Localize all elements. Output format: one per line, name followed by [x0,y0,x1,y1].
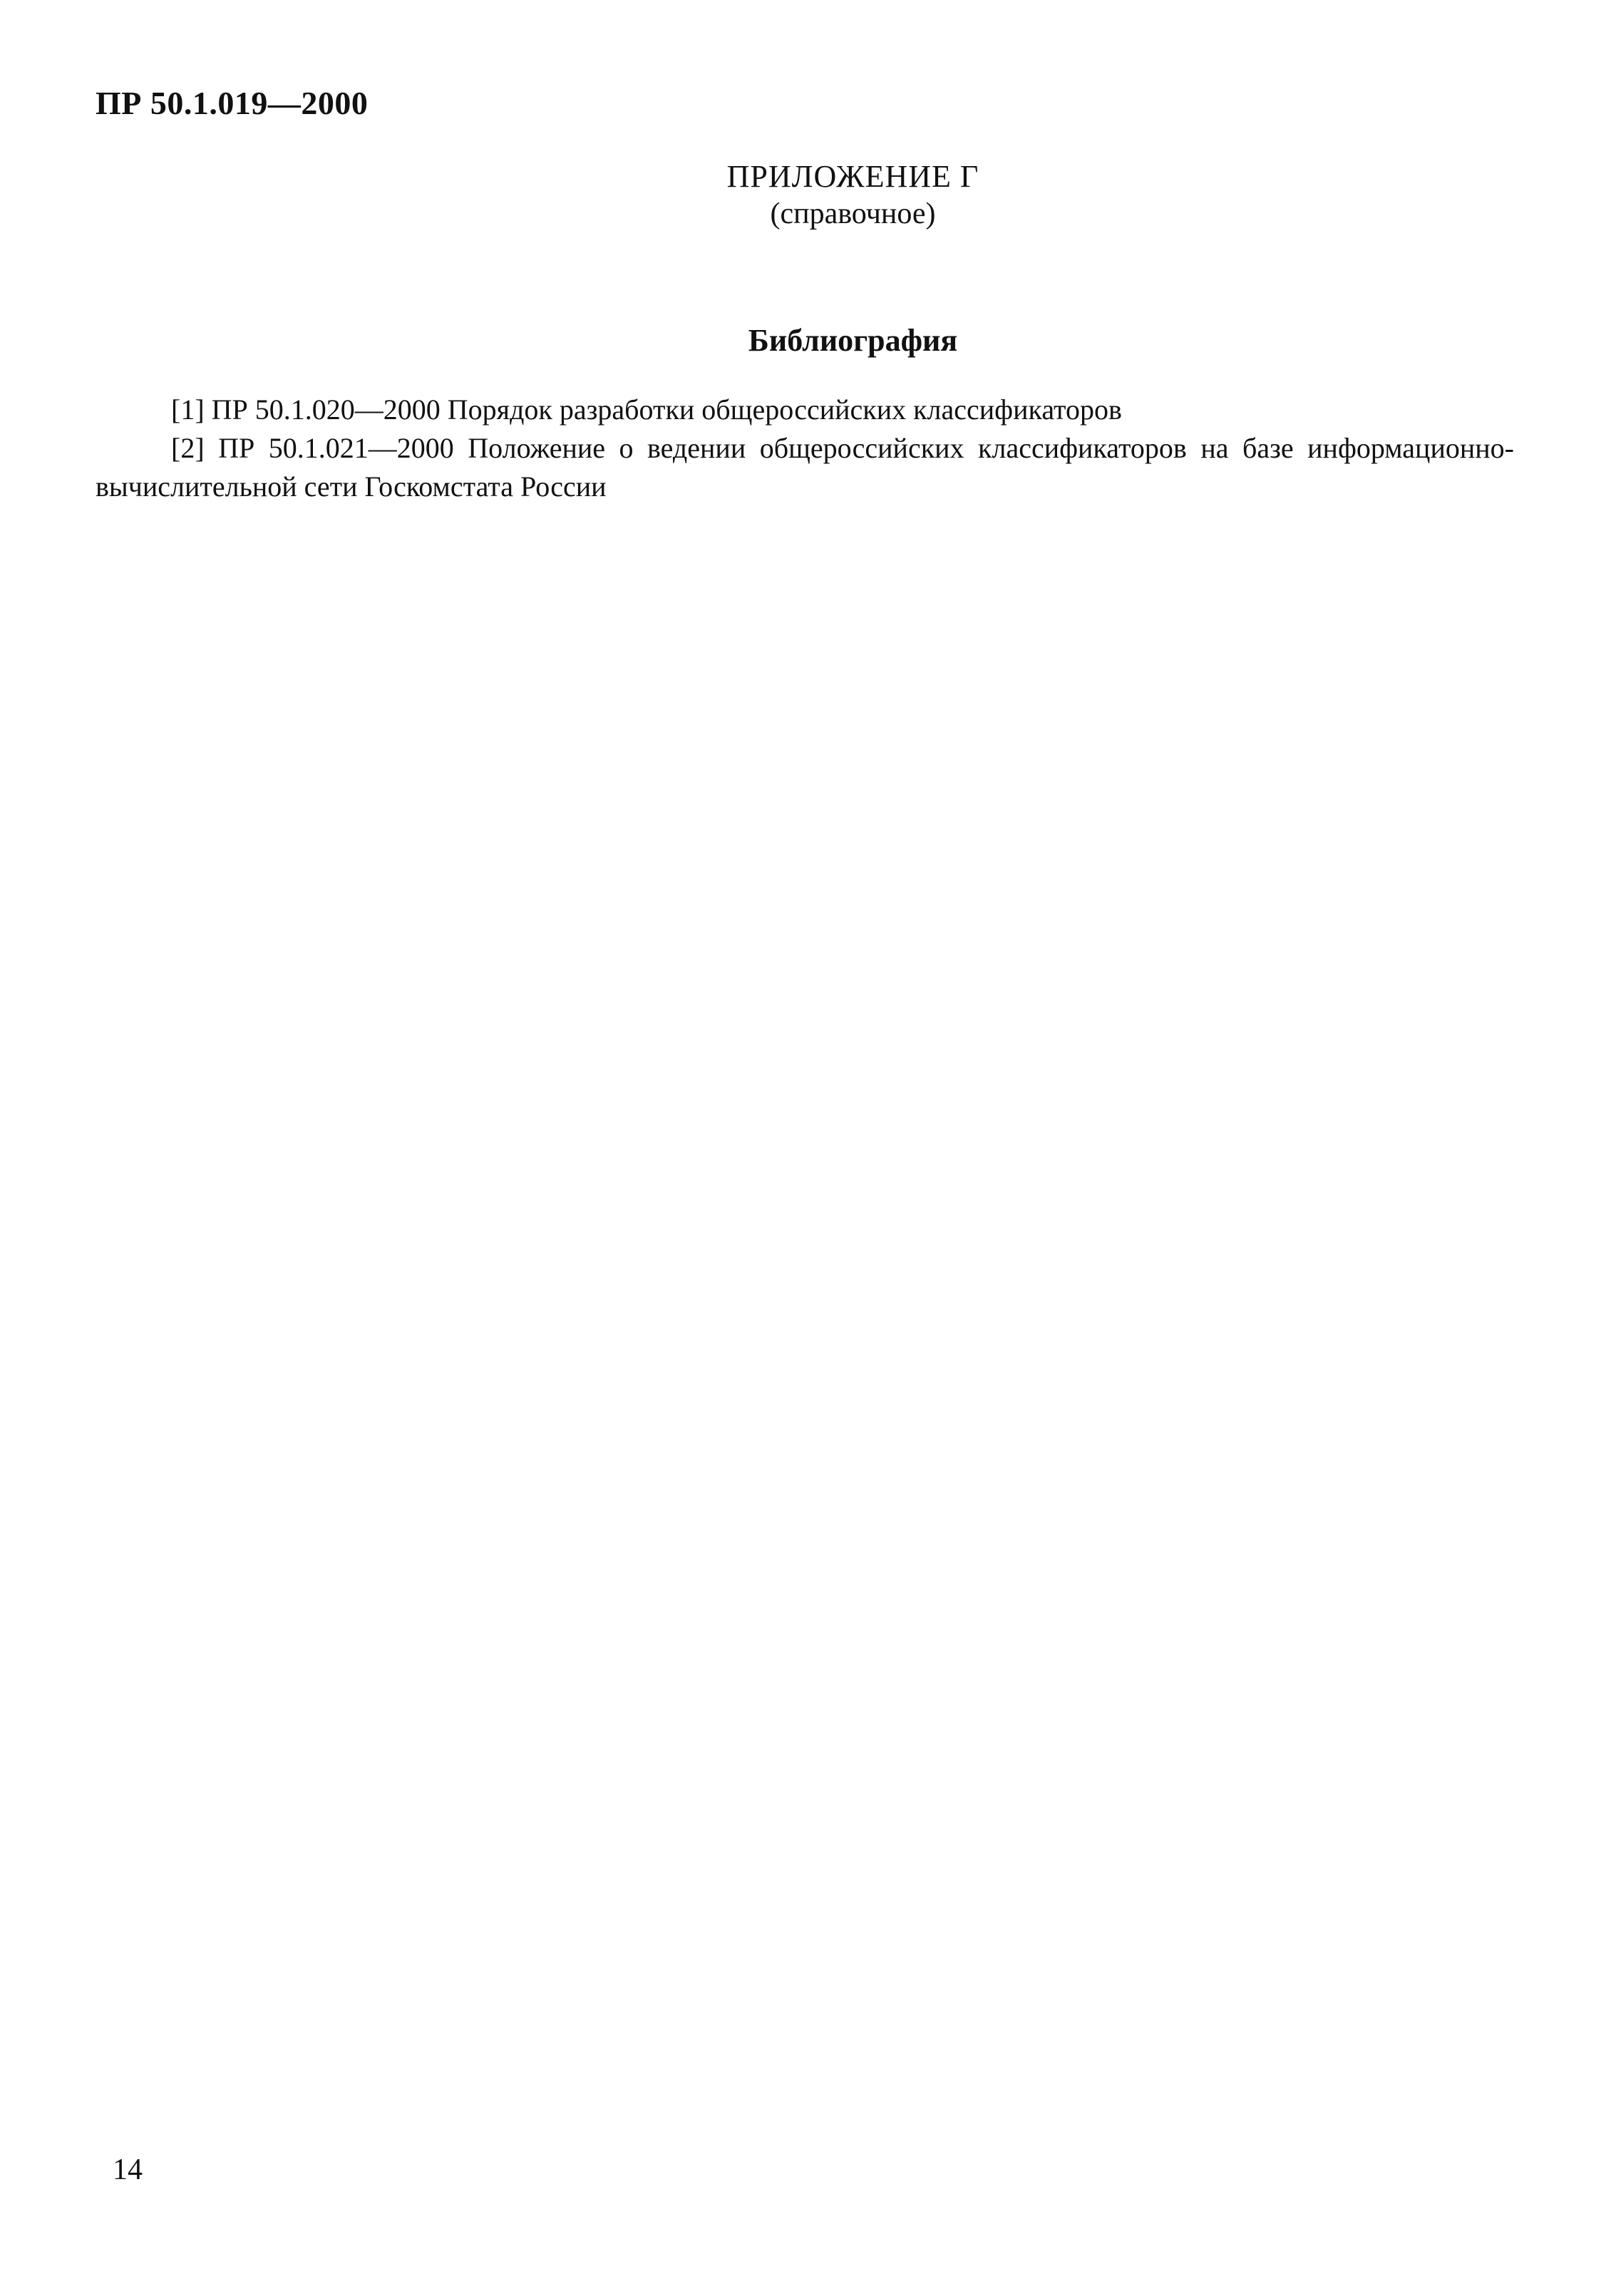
bibliography-ref: [2] [171,432,205,464]
bibliography-text: Порядок разработки общероссийских классификаторов [447,393,1122,426]
bibliography-text: Положение о ведении общероссийских классификаторов на базе информационно-вычислительной сети Госкомстата России [96,432,1515,503]
bibliography-heading: Библиография [748,323,958,358]
page-number: 14 [113,2153,143,2186]
document-code: ПР 50.1.019—2000 [96,85,369,121]
bibliography-item [96,429,1514,506]
bibliography-list [96,391,1514,506]
bibliography-code: ПР 50.1.021—2000 [218,432,454,464]
bibliography-ref: [1] [171,393,205,426]
bibliography-code: ПР 50.1.020—2000 [211,393,441,426]
appendix-title: ПРИЛОЖЕНИЕ Г [726,159,979,194]
bibliography-item [96,391,1514,429]
appendix-subtitle: (справочное) [770,197,936,230]
